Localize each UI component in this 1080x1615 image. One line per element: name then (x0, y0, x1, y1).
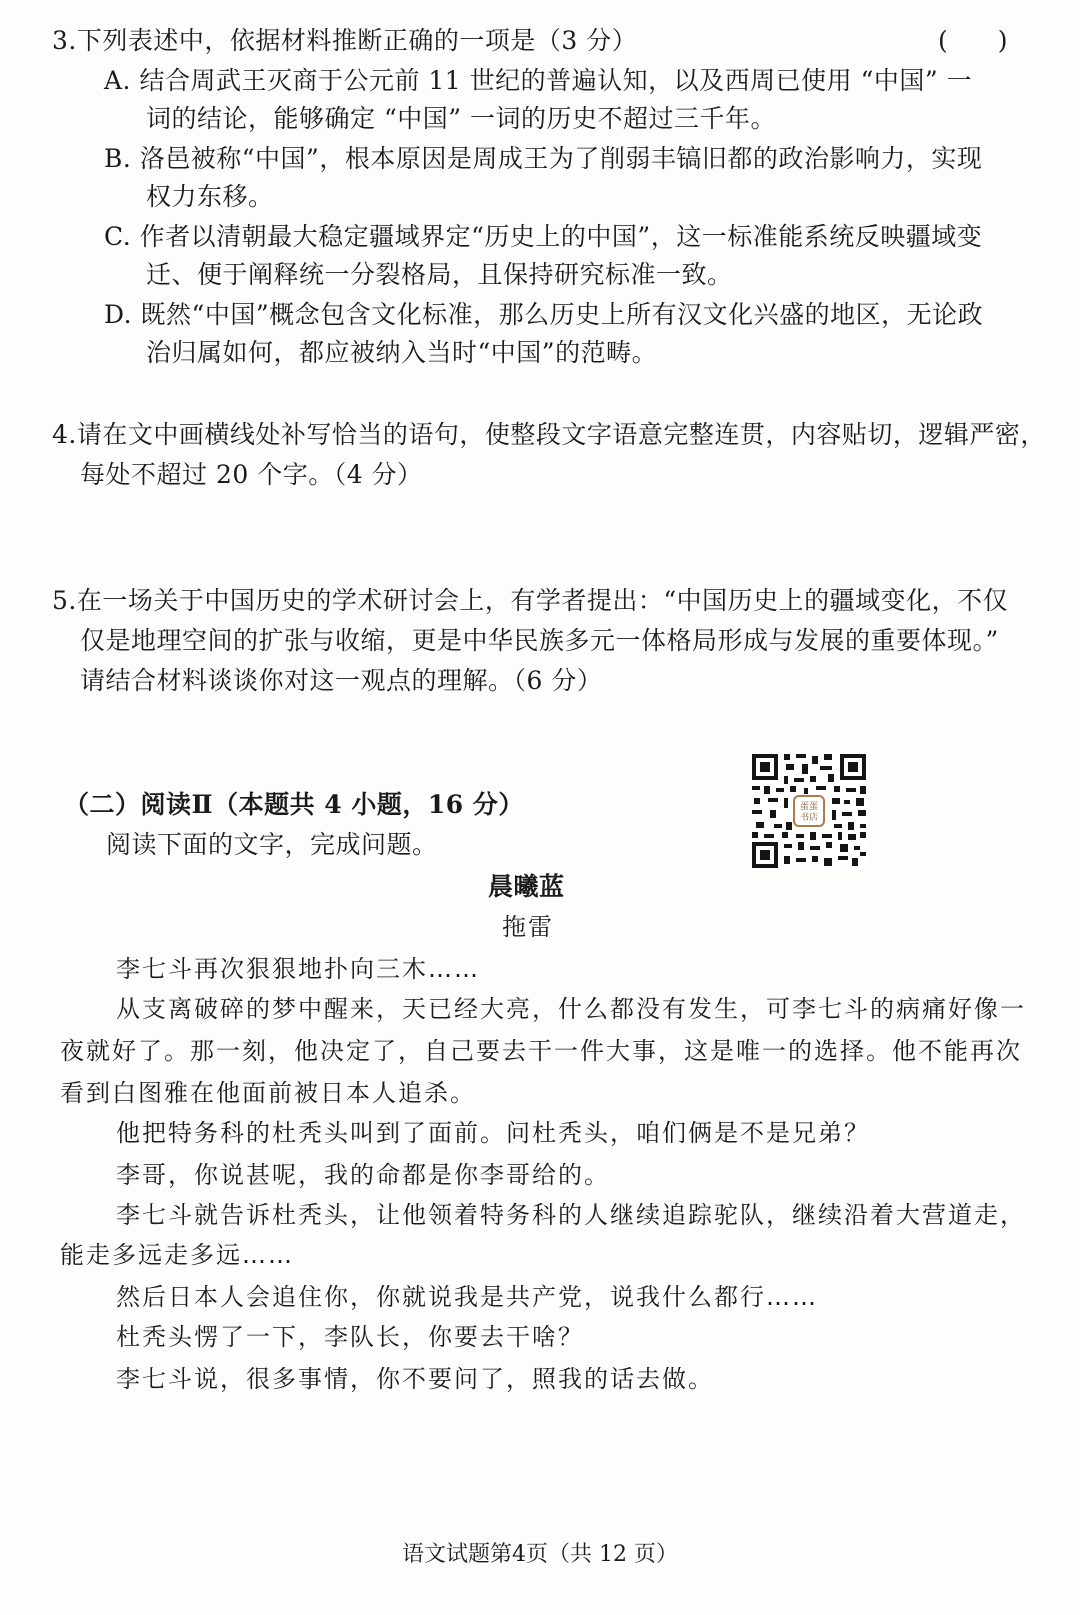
option-d-line-1: D. 既然“中国”概念包含文化标准，那么历史上所有汉文化兴盛的地区，无论政 (104, 300, 984, 329)
option-d-line-2: 治归属如何，都应被纳入当时“中国”的范畴。 (146, 338, 658, 367)
qr-code (750, 752, 868, 870)
section-instruction: 阅读下面的文字，完成问题。 (106, 830, 438, 859)
section-heading: （二）阅读Ⅱ（本题共 4 小题，16 分） (64, 790, 524, 819)
story-paragraph: 杜秃头愣了一下，李队长，你要去干啥？ (116, 1323, 584, 1351)
question-5-line-2: 仅是地理空间的扩张与收缩，更是中华民族多元一体格局形成与发展的重要体现。” (80, 626, 999, 655)
story-paragraph-continued: 夜就好了。那一刻，他决定了，自己要去干一件大事，这是唯一的选择。他不能再次 (60, 1037, 1022, 1065)
answer-blank: ( ) (938, 26, 1008, 55)
page-footer: 语文试题第4页（共 12 页） (402, 1542, 678, 1567)
story-paragraph: 李七斗说，很多事情，你不要问了，照我的话去做。 (116, 1365, 714, 1393)
story-author: 拖雷 (502, 913, 554, 941)
story-paragraph: 李七斗再次狠狠地扑向三木…… (116, 955, 480, 983)
option-c-line-2: 迁、便于阐释统一分裂格局，且保持研究标准一致。 (146, 260, 733, 289)
question-5-line-1: 5.在一场关于中国历史的学术研讨会上，有学者提出：“中国历史上的疆域变化，不仅 (52, 586, 1009, 615)
story-paragraph: 他把特务科的杜秃头叫到了面前。问杜秃头，咱们俩是不是兄弟？ (116, 1119, 870, 1147)
option-c-line-1: C. 作者以清朝最大稳定疆域界定“历史上的中国”，这一标准能系统反映疆域变 (104, 222, 983, 251)
option-b-line-2: 权力东移。 (146, 182, 274, 211)
question-5-line-3: 请结合材料谈谈你对这一观点的理解。（6 分） (80, 666, 603, 695)
question-3-stem: 3.下列表述中，依据材料推断正确的一项是（3 分） (52, 26, 638, 55)
story-paragraph-continued: 看到白图雅在他面前被日本人追杀。 (60, 1079, 476, 1107)
question-4-line-1: 4.请在文中画横线处补写恰当的语句，使整段文字语意完整连贯，内容贴切，逻辑严密， (52, 420, 1046, 449)
story-paragraph: 然后日本人会追住你，你就说我是共产党，说我什么都行…… (116, 1283, 818, 1311)
svg-text:书店: 书店 (799, 813, 819, 823)
option-a-line-1: A. 结合周武王灭商于公元前 11 世纪的普遍认知，以及西周已使用 “中国” 一 (104, 66, 973, 95)
story-title: 晨曦蓝 (488, 872, 565, 901)
story-paragraph: 李哥，你说甚呢，我的命都是你李哥给的。 (116, 1161, 610, 1189)
question-4-line-2: 每处不超过 20 个字。（4 分） (80, 460, 423, 489)
story-paragraph: 从支离破碎的梦中醒来，天已经大亮，什么都没有发生，可李七斗的病痛好像一 (116, 995, 1026, 1023)
option-b-line-1: B. 洛邑被称“中国”，根本原因是周成王为了削弱丰镐旧都的政治影响力，实现 (104, 144, 983, 173)
story-paragraph-continued: 能走多远走多远…… (60, 1241, 294, 1269)
option-a-line-2: 词的结论，能够确定 “中国” 一词的历史不超过三千年。 (146, 104, 776, 133)
story-paragraph: 李七斗就告诉杜秃头，让他领着特务科的人继续追踪驼队，继续沿着大营道走， (116, 1201, 1026, 1229)
svg-text:蛋蛋: 蛋蛋 (799, 802, 819, 812)
